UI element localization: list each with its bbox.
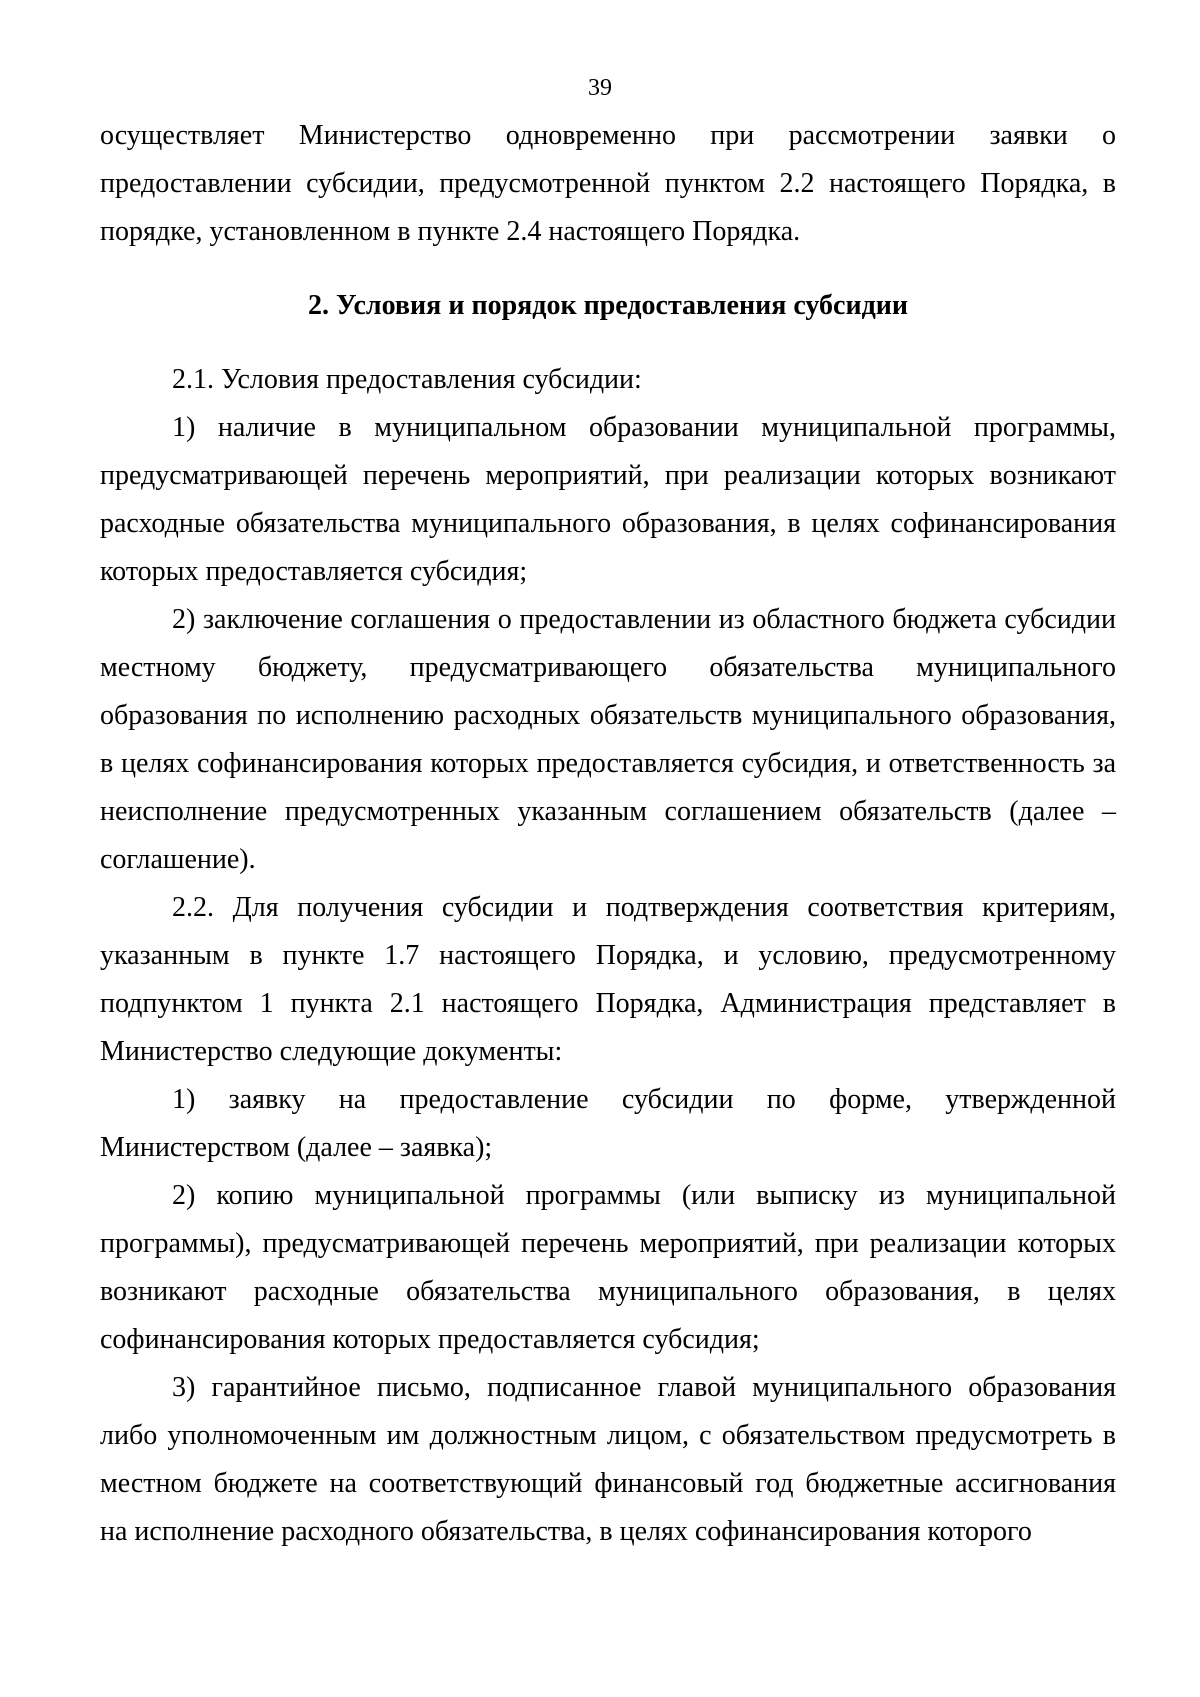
paragraph-2-2-item-2: 2) копию муниципальной программы (или выписку из муниципальной программы), предусматривающей перечень мероприятий, при реализации которых возникают расходные обязательства муниципального образования, в целях софинансирования которых предоставляется субсидия; <box>100 1180 1116 1355</box>
paragraph-2-2-item-3: 3) гарантийное письмо, подписанное главой муниципального образования либо уполномоченным им должностным лицом, с обязательством предусмотреть в местном бюджете на соответствующий финансовый год бюджетные ассигнования на исполнение расходного обязательства, в целях софинансирования которого <box>100 1372 1116 1547</box>
paragraph-2-1-item-2: 2) заключение соглашения о предоставлении из областного бюджета субсидии местному бюджету, предусматривающего обязательства муниципального образования по исполнению расходных обязательств муниципального образования, в целях софинансирования которых предоставляется субсидия, и ответственность за неисполнение предусмотренных указанным соглашением обязательств (далее – соглашение). <box>100 604 1116 875</box>
paragraph-2-1-item-1: 1) наличие в муниципальном образовании муниципальной программы, предусматривающей перечень мероприятий, при реализации которых возникают расходные обязательства муниципального образования, в целях софинансирования которых предоставляется субсидия; <box>100 412 1116 587</box>
paragraph-2-1: 2.1. Условия предоставления субсидии: <box>172 364 642 395</box>
paragraph-2-2-item-1: 1) заявку на предоставление субсидии по форме, утвержденной Министерством (далее – заявка); <box>100 1084 1116 1163</box>
section-heading: 2. Условия и порядок предоставления субсидии <box>307 290 909 321</box>
continuation-paragraph: осуществляет Министерство одновременно при рассмотрении заявки о предоставлении субсидии, предусмотренной пунктом 2.2 настоящего Порядка, в порядке, установленном в пункте 2.4 настоящего Порядка. <box>100 120 1116 247</box>
document-body <box>100 112 1116 1556</box>
paragraph-2-2: 2.2. Для получения субсидии и подтверждения соответствия критериям, указанным в пункте 1.7 настоящего Порядка, и условию, предусмотренному подпунктом 1 пункта 2.1 настоящего Порядка, Администрация представляет в Министерство следующие документы: <box>100 892 1116 1067</box>
page-number: 39 <box>588 75 612 101</box>
